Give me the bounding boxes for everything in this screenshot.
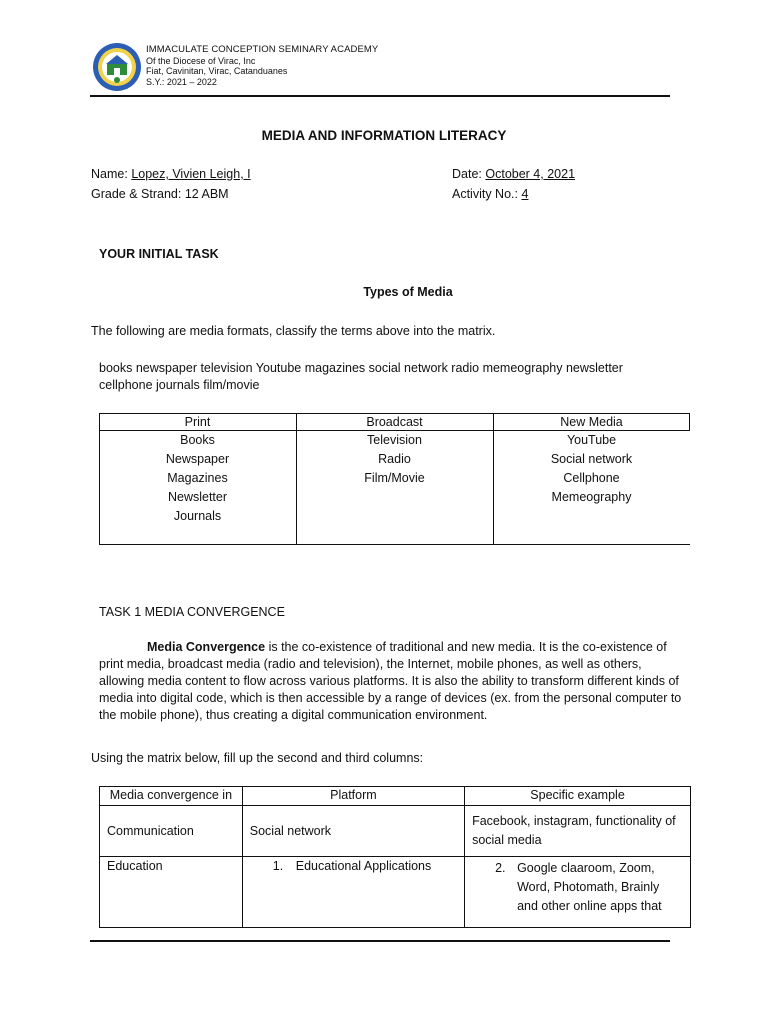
broadcast-item: Film/Movie [364,471,425,485]
date-line [452,167,575,181]
activity-value: 4 [521,187,529,201]
list-number: 2. [495,860,506,875]
example-list-item [495,859,683,916]
school-year: S.Y.: 2021 – 2022 [146,76,217,87]
date-label: Date: [452,167,482,181]
footer-divider [90,940,670,942]
instruction-text: The following are media formats, classify the terms above into the matrix. [91,324,496,338]
task1-instruction: Using the matrix below, fill up the second and third columns: [91,751,424,765]
example-text: Google claaroom, Zoom, Word, Photomath, Brainly and other online apps that [517,860,662,913]
broadcast-header: Broadcast [366,415,423,429]
name-value: Lopez, Vivien Leigh, I [131,167,251,181]
print-item: Newspaper [165,452,230,466]
print-column [99,413,296,526]
col-header-platform: Platform [242,787,464,806]
initial-task-heading: YOUR INITIAL TASK [99,247,219,261]
school-seal-logo [92,42,142,92]
school-info-block [146,45,378,87]
task1-heading [99,605,285,619]
paragraph-body: is the co-existence of traditional and new media. It is the co-existence of print media, broadcast media (radio and television), the Internet, mobile phones, as well as others, allowing media content to flow across various platforms. It is also the ability to transform different kinds of media into digital code, which is then accessible by a range of devices (ex. from the personal computer to the mobile phone), thus creating a digital communication environment. [99,640,682,722]
school-name: IMMACULATE CONCEPTION SEMINARY ACADEMY [146,44,379,55]
name-label: Name: [91,167,128,181]
platform-text: Educational Applications [295,858,432,873]
table-row [100,805,691,856]
print-item: Books [180,433,215,447]
terms-line-2: cellphone journals film/movie [99,378,260,392]
col-header-example: Specific example [465,787,691,806]
grade-label: Grade & Strand: [91,187,182,201]
area-cell: Education [100,856,243,927]
school-diocese: Of the Diocese of Virac, Inc [146,55,256,66]
new-media-item: Social network [550,452,633,466]
print-header: Print [184,415,211,429]
new-media-item: Memeography [551,490,632,504]
table-border-bottom [99,544,690,545]
date-value: October 4, 2021 [485,167,576,181]
list-number: 1. [272,858,284,873]
convergence-table [99,786,691,928]
new-media-header: New Media [560,415,623,429]
grade-line [91,187,229,201]
name-line [91,167,251,181]
example-cell: Facebook, instagram, functionality of social media [465,805,691,856]
platform-cell [242,856,464,927]
broadcast-item: Television [367,433,422,447]
new-media-item: YouTube [566,433,617,447]
school-address: Fiat, Cavinitan, Virac, Catanduanes [146,66,288,76]
print-item: Newsletter [167,490,228,504]
example-cell [465,856,691,927]
print-item: Journals [173,509,222,523]
grade-value: 12 ABM [184,187,229,201]
print-item: Magazines [167,471,228,485]
types-of-media-heading: Types of Media [363,285,453,299]
new-media-column [493,413,690,507]
task1-heading-text: TASK 1 MEDIA CONVERGENCE [99,605,285,619]
platform-cell: Social network [242,805,464,856]
col-header-area: Media convergence in [100,787,243,806]
page-title: MEDIA AND INFORMATION LITERACY [261,128,507,143]
header-divider [90,95,670,97]
broadcast-item: Radio [378,452,411,466]
convergence-header-row [100,787,691,806]
activity-line [452,187,528,201]
task1-paragraph [99,639,689,724]
broadcast-column [296,413,493,488]
term-media-convergence: Media Convergence [147,640,266,654]
media-types-table [99,413,690,545]
area-cell: Communication [100,805,243,856]
terms-line-1: books newspaper television Youtube magazines social network radio memeography newsletter [99,361,623,375]
table-row [100,856,691,927]
new-media-item: Cellphone [563,471,620,485]
activity-label: Activity No.: [452,187,518,201]
